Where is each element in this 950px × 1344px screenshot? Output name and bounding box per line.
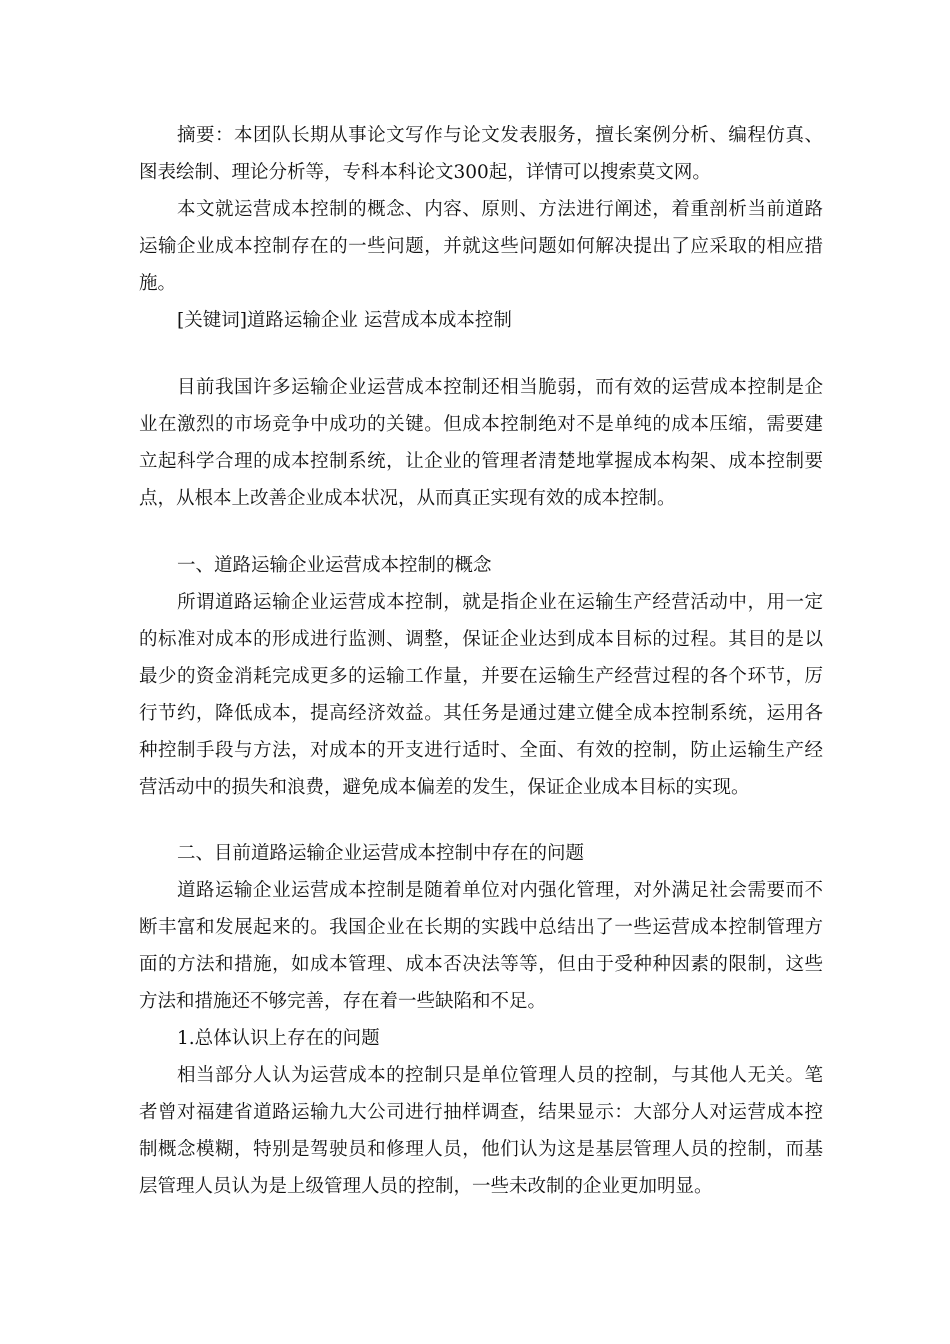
section-2-heading: 二、目前道路运输企业运营成本控制中存在的问题	[177, 843, 585, 864]
keywords-line: [关键词]道路运输企业 运营成本成本控制	[177, 310, 512, 331]
section-2-paragraph: 道路运输企业运营成本控制是随着单位对内强化管理，对外满足社会需要而不断丰富和发展起来的。我国企业在长期的实践中总结出了一些运营成本控制管理方面的方法和措施，如成本管理、成本否决法等等，但由于受种种因素的限制，这些方法和措施还不够完善，存在着一些缺陷和不足。	[139, 880, 823, 1012]
intro-paragraph: 本文就运营成本控制的概念、内容、原则、方法进行阐述，着重剖析当前道路运输企业成本控制存在的一些问题，并就这些问题如何解决提出了应采取的相应措施。	[139, 199, 823, 294]
section-1-heading: 一、道路运输企业运营成本控制的概念	[177, 555, 492, 576]
abstract-paragraph: 摘要：本团队长期从事论文写作与论文发表服务，擅长案例分析、编程仿真、图表绘制、理论分析等，专科本科论文300起，详情可以搜索莫文网。	[139, 125, 823, 183]
preface-paragraph: 目前我国许多运输企业运营成本控制还相当脆弱，而有效的运营成本控制是企业在激烈的市场竞争中成功的关键。但成本控制绝对不是单纯的成本压缩，需要建立起科学合理的成本控制系统，让企业的管理者清楚地掌握成本构架、成本控制要点，从根本上改善企业成本状况，从而真正实现有效的成本控制。	[139, 377, 823, 509]
section-1-paragraph: 所谓道路运输企业运营成本控制，就是指企业在运输生产经营活动中，用一定的标准对成本的形成进行监测、调整，保证企业达到成本目标的过程。其目的是以最少的资金消耗完成更多的运输工作量，并要在运输生产经营过程的各个环节，厉行节约，降低成本，提高经济效益。其任务是通过建立健全成本控制系统，运用各种控制手段与方法，对成本的开支进行适时、全面、有效的控制，防止运输生产经营活动中的损失和浪费，避免成本偏差的发生，保证企业成本目标的实现。	[139, 592, 823, 798]
subsection-1-paragraph: 相当部分人认为运营成本的控制只是单位管理人员的控制，与其他人无关。笔者曾对福建省道路运输九大公司进行抽样调查，结果显示：大部分人对运营成本控制概念模糊，特别是驾驶员和修理人员，他们认为这是基层管理人员的控制，而基层管理人员认为是上级管理人员的控制，一些未改制的企业更加明显。	[139, 1065, 823, 1197]
subsection-1-heading: 1.总体认识上存在的问题	[177, 1028, 380, 1049]
